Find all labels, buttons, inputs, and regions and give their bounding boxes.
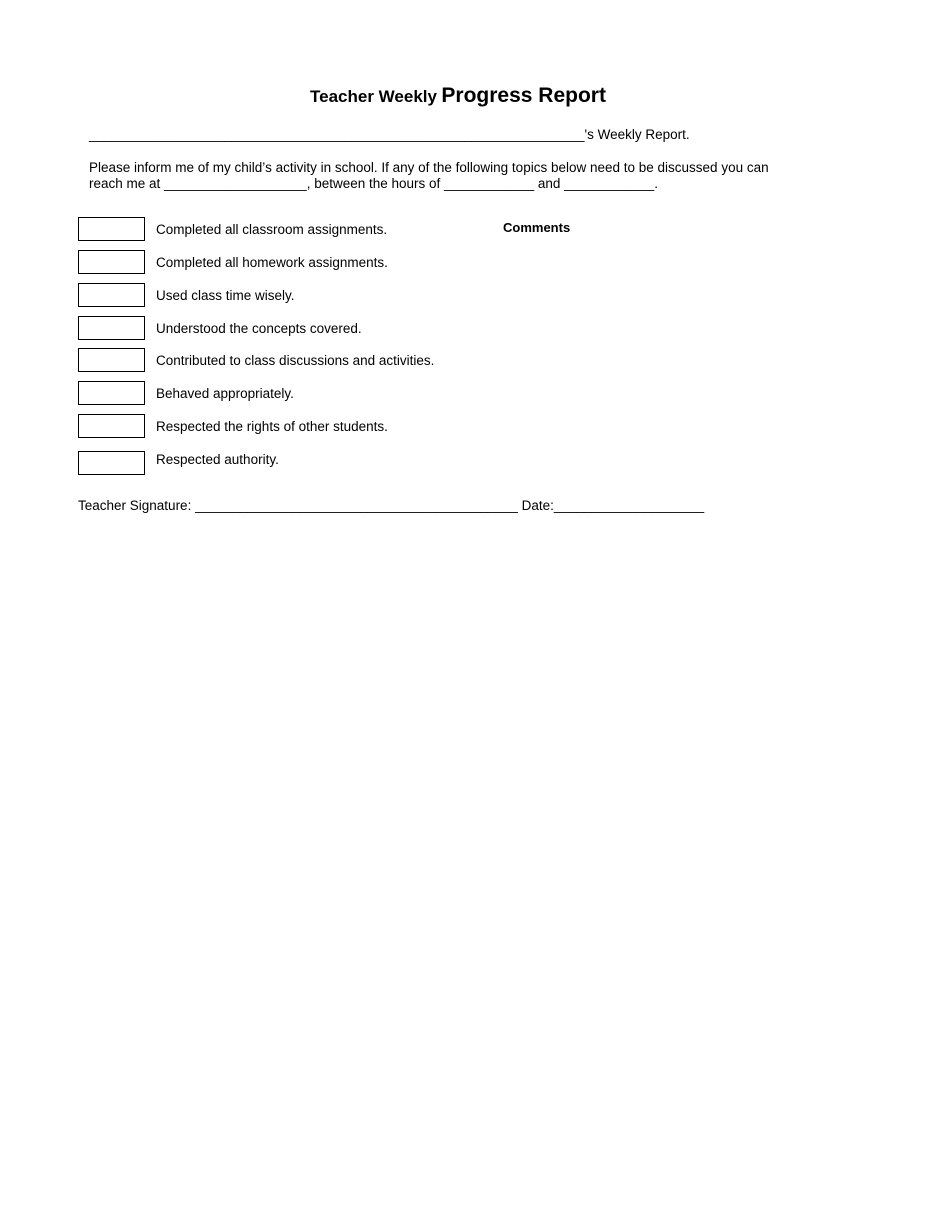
checklist-label: Completed all classroom assignments. [156,222,388,237]
checklist-box[interactable] [78,316,145,340]
checklist-row-class-time [78,283,498,309]
student-name-weekly-report-line: __________________________________________________________________'s Weekly Report. [89,127,690,142]
checklist-row-classroom-assignments [78,217,498,243]
comments-heading: Comments [503,220,571,235]
page-title [0,84,916,108]
checklist-label: Completed all homework assignments. [156,255,388,270]
checklist-label: Behaved appropriately. [156,386,294,401]
checklist-row-concepts [78,316,498,342]
checklist-row-respected-students [78,414,498,440]
checklist-row-respected-authority [78,451,498,477]
checklist-label: Used class time wisely. [156,288,295,303]
checklist-box[interactable] [78,348,145,372]
checklist-box[interactable] [78,217,145,241]
checklist-box[interactable] [78,414,145,438]
checklist-row-behavior [78,381,498,407]
checklist-label: Respected authority. [156,452,279,467]
title-part-teacher-weekly: Teacher Weekly [310,87,437,106]
checklist-box[interactable] [78,381,145,405]
checklist-box[interactable] [78,451,145,475]
checklist-label: Respected the rights of other students. [156,419,388,434]
teacher-signature-date-line: Teacher Signature: ___________________________________________ Date:____________________ [78,498,705,513]
intro-line-2: reach me at ___________________, between the hours of ____________ and ____________. [89,176,658,191]
checklist-label: Understood the concepts covered. [156,321,362,336]
checklist-box[interactable] [78,250,145,274]
intro-line-1: Please inform me of my child’s activity in school. If any of the following topics below need to be discussed you can [89,160,769,175]
checklist-row-homework-assignments [78,250,498,276]
checklist-row-discussions [78,348,498,374]
title-part-progress-report: Progress Report [441,84,606,107]
checklist-box[interactable] [78,283,145,307]
intro-paragraph [89,160,819,192]
checklist-label: Contributed to class discussions and activities. [156,353,435,368]
